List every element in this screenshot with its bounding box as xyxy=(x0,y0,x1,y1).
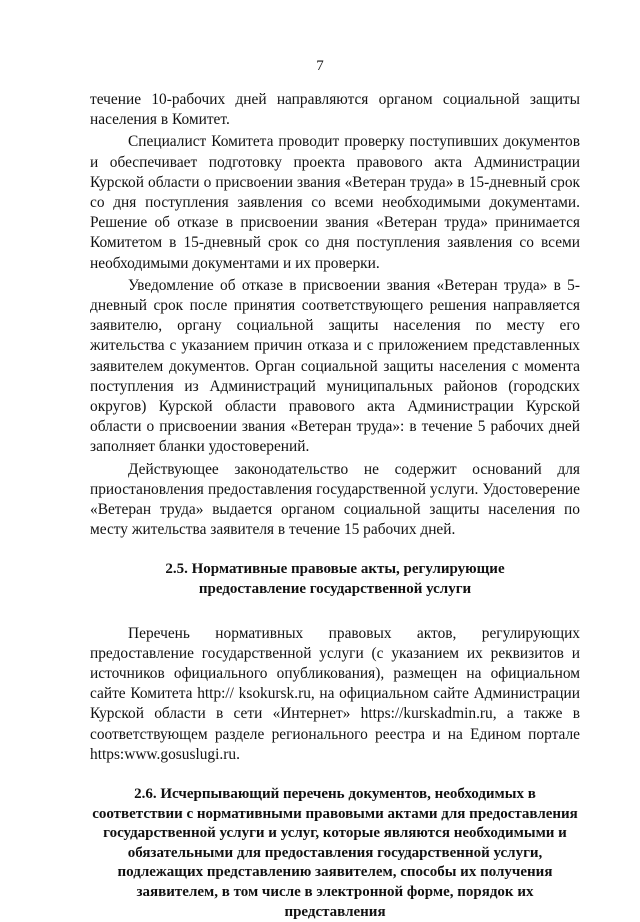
page-number: 7 xyxy=(316,58,324,74)
paragraph-continuation: течение 10-рабочих дней направляются органом социальной защиты населения в Комитет. xyxy=(90,91,580,129)
section-heading-2-6: 2.6. Исчерпывающий перечень документов, необходимых в соответствии с нормативными правовыми актами для предоставления государственной услуги и услуг, которые являются необходимыми и обязательными для предоставления государственной услуги, подлежащих представлению заявителем, способы их получения заявителем, в том числе в электронной форме, порядок их представления xyxy=(92,786,578,920)
section-heading-2-5: 2.5. Нормативные правовые акты, регулирующие предоставление государственной услуги xyxy=(165,561,505,598)
document-body xyxy=(90,90,580,922)
paragraph-specialist-check: Специалист Комитета проводит проверку поступивших документов и обеспечивает подготовку проекта правового акта Администрации Курской области о присвоении звания «Ветеран труда» в 15-дневный срок со дня поступления заявления со всеми необходимыми документами. Решение об отказе в присвоении звания «Ветеран труда» принимается Комитетом в 15-дневный срок со дня поступления заявления со всеми необходимыми документами и их проверки. xyxy=(90,133,580,272)
paragraph-legal-acts: Перечень нормативных правовых актов, регулирующих предоставление государственной услуги (с указанием их реквизитов и источников официального опубликования), размещен на официальном сайте Комитета http:// ksokursk.ru, на официальном сайте Администрации Курской области в сети «Интернет» https://kurskadmin.ru, а также в соответствующем разделе регионального реестра и на Едином портале https:www.gosuslugi.ru. xyxy=(90,624,580,763)
paragraph-no-suspension: Действующее законодательство не содержит оснований для приостановления предоставления государственной услуги. Удостоверение «Ветеран труда» выдается органом социальной защиты населения по месту жительства заявителя в течение 15 рабочих дней. xyxy=(90,460,580,539)
paragraph-refusal-notice: Уведомление об отказе в присвоении звания «Ветеран труда» в 5-дневный срок после принятия соответствующего решения направляется заявителю, органу социальной защиты населения по месту его жительства с указанием причин отказа и с приложением представленных заявителем документов. Орган социальной защиты населения с момента поступления из Администраций муниципальных районов (городских округов) Курской области правового акта Администрации Курской области о присвоении звания «Ветеран труда»: в течение 5 рабочих дней заполняет бланки удостоверений. xyxy=(90,276,580,456)
